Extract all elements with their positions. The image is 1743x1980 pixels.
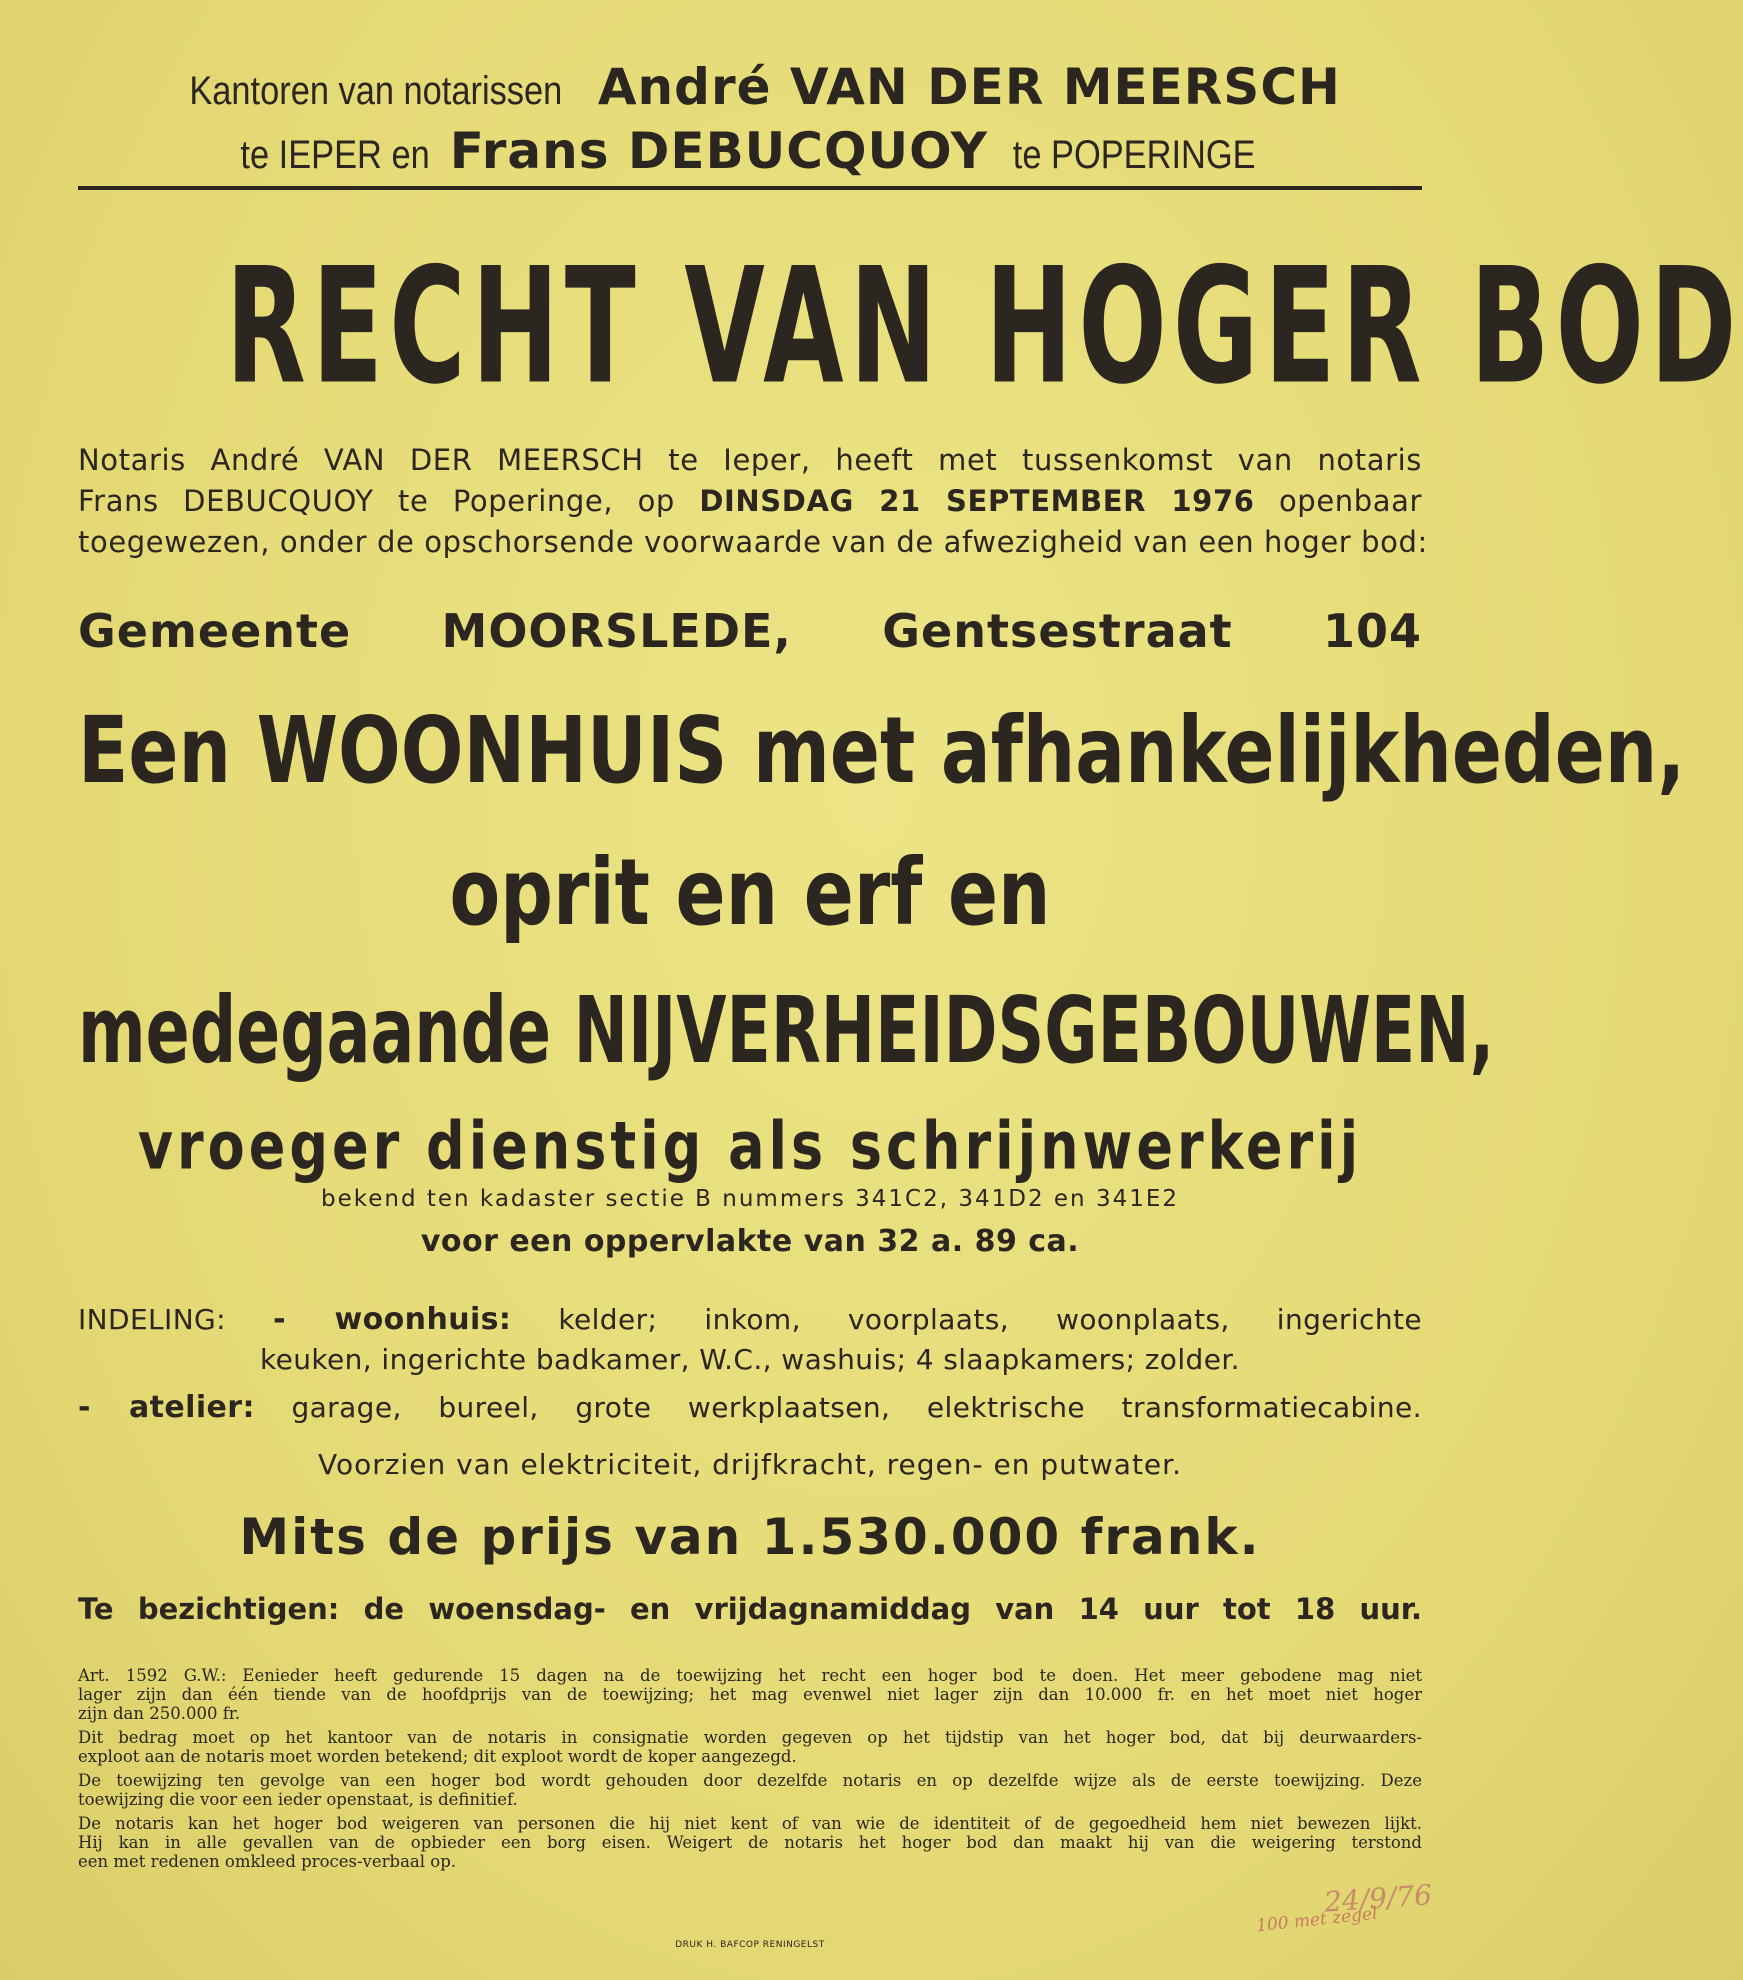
property-line-1: Een WOONHUIS met afhankelijkheden,	[78, 698, 1686, 805]
legal-text	[78, 1666, 1422, 1876]
property-line-4: vroeger dienstig als schrijnwerkerij	[137, 1108, 1363, 1185]
intro-line-1: Notaris André VAN DER MEERSCH te Ieper, heeft met tussenkomst van notaris	[78, 443, 1422, 477]
intro-line-2-start: Frans DEBUCQUOY te Poperinge, op	[78, 484, 675, 518]
legal-line: De notaris kan het hoger bod weigeren van personen die hij niet kent of van wie de identiteit of de gegoedheid hem niet bewezen lijkt.	[78, 1814, 1422, 1833]
house-label: - woonhuis:	[273, 1302, 512, 1337]
header-offices-text: Kantoren van notarissen	[189, 69, 563, 113]
legal-line: een met redenen omkleed proces-verbaal op.	[78, 1852, 457, 1871]
layout-row-1	[78, 1300, 1422, 1340]
cadastre-info: bekend ten kadaster sectie B nummers 341C2, 341D2 en 341E2	[320, 1186, 1180, 1212]
handwritten-note: 100 met zegel	[1255, 1903, 1379, 1937]
surface-area: voor een oppervlakte van 32 a. 89 ca.	[420, 1224, 1080, 1259]
property-line-3: medegaande NIJVERHEIDSGEBOUWEN,	[78, 978, 1495, 1085]
property-line-2: oprit en erf en	[449, 840, 1051, 947]
layout-row-2: keuken, ingerichte badkamer, W.C., washuis; 4 slaapkamers; zolder.	[260, 1343, 1240, 1376]
header-line-2	[78, 122, 1422, 180]
legal-line: Hij kan in alle gevallen van de opbieder een borg eisen. Weigert de notaris het hoger bod dan maakt hij van die weigering terstond	[78, 1833, 1422, 1852]
intro-paragraph	[78, 440, 1428, 563]
poster	[78, 0, 1743, 1980]
workshop-label: - atelier:	[78, 1390, 255, 1425]
legal-line: Art. 1592 G.W.: Eenieder heeft gedurende 15 dagen na de toewijzing het recht een hoger bod te doen. Het meer gebodene mag niet	[78, 1666, 1422, 1685]
legal-line: zijn dan 250.000 fr.	[78, 1704, 241, 1723]
header-city-1: te IEPER en	[239, 133, 430, 177]
header-line-1	[78, 58, 1422, 116]
header-divider	[78, 186, 1422, 190]
layout-label: INDELING:	[78, 1303, 226, 1336]
auction-date: DINSDAG 21 SEPTEMBER 1976	[699, 484, 1255, 518]
legal-line: lager zijn dan één tiende van de hoofdprijs van de toewijzing; het mag evenwel niet lager zijn dan 10.000 fr. en het moet niet hoger	[78, 1685, 1422, 1704]
legal-line: toewijzing die voor een ieder openstaat, is definitief.	[78, 1790, 518, 1809]
poster-title: RECHT VAN HOGER BOD	[225, 233, 1743, 420]
printer-credit: DRUK H. BAFCOP RENINGELST	[675, 1940, 825, 1950]
legal-paragraph-4	[78, 1814, 1422, 1871]
price-text: Mits de prijs van 1.530.000 frank.	[239, 1508, 1261, 1566]
location-heading: Gemeente MOORSLEDE, Gentsestraat 104	[78, 604, 1422, 658]
viewing-times: Te bezichtigen: de woensdag- en vrijdagnamiddag van 14 uur tot 18 uur.	[78, 1592, 1422, 1626]
legal-line: Dit bedrag moet op het kantoor van de notaris in consignatie worden gegeven op het tijdstip van het hoger bod, dat bij deurwaarders-	[78, 1728, 1422, 1747]
intro-line-3: toegewezen, onder de opschorsende voorwaarde van de afwezigheid van een hoger bod:	[78, 525, 1428, 559]
legal-line: De toewijzing ten gevolge van een hoger bod wordt gehouden door dezelfde notaris en op dezelfde wijze als de eerste toewijzing. Deze	[78, 1771, 1422, 1790]
layout-row-3	[78, 1388, 1422, 1428]
header-notary-1: André VAN DER MEERSCH	[597, 58, 1341, 116]
utilities-text: Voorzien van elektriciteit, drijfkracht, regen- en putwater.	[318, 1448, 1182, 1481]
legal-paragraph-3	[78, 1771, 1422, 1809]
layout-description	[78, 1300, 1422, 1428]
handwritten-date: 24/9/76	[1322, 1878, 1433, 1919]
intro-line-2	[78, 481, 1422, 522]
legal-line: exploot aan de notaris moet worden betekend; dit exploot wordt de koper aangezegd.	[78, 1747, 797, 1766]
legal-paragraph-1	[78, 1666, 1422, 1723]
header-notary-2: Frans DEBUCQUOY	[449, 122, 989, 180]
workshop-text: garage, bureel, grote werkplaatsen, elektrische transformatiecabine.	[291, 1391, 1422, 1424]
legal-paragraph-2	[78, 1728, 1422, 1766]
header-city-2: te POPERINGE	[1012, 133, 1256, 177]
intro-line-2-end: openbaar	[1278, 484, 1423, 518]
house-text-1: kelder; inkom, voorplaats, woonplaats, ingerichte	[558, 1303, 1422, 1336]
